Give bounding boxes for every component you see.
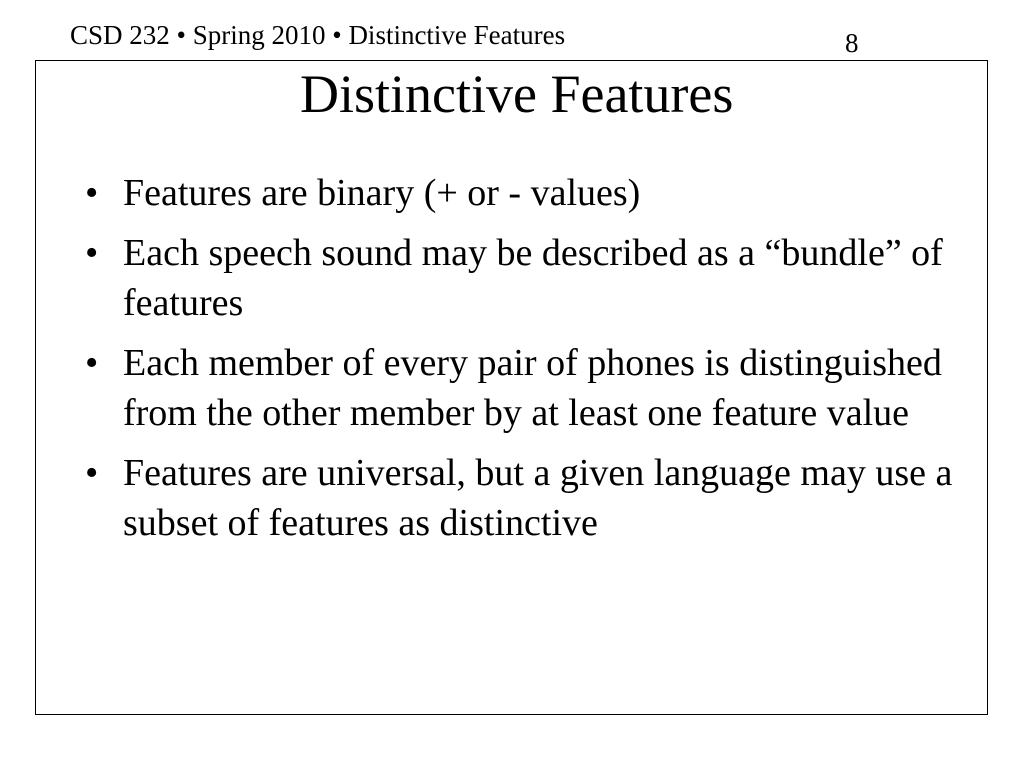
bullet-text: Each speech sound may be described as a “bundle” of features bbox=[123, 232, 943, 324]
page-number: 8 bbox=[845, 28, 859, 58]
bullet-list bbox=[85, 168, 955, 558]
bullet-icon: • bbox=[85, 342, 99, 384]
bullet-icon: • bbox=[85, 232, 99, 274]
bullet-icon: • bbox=[85, 452, 99, 494]
bullet-text: Features are universal, but a given language may use a subset of features as distinctive bbox=[123, 452, 953, 544]
bullet-text: Each member of every pair of phones is distinguished from the other member by at least one feature value bbox=[123, 342, 942, 434]
bullet-item bbox=[85, 228, 955, 328]
slide-title: Distinctive Features bbox=[300, 64, 734, 124]
slide-header: CSD 232 • Spring 2010 • Distinctive Features bbox=[70, 20, 566, 50]
bullet-icon: • bbox=[85, 172, 99, 214]
bullet-item bbox=[85, 338, 955, 438]
bullet-item bbox=[85, 448, 955, 548]
bullet-item bbox=[85, 168, 955, 218]
bullet-text: Features are binary (+ or - values) bbox=[123, 172, 641, 214]
